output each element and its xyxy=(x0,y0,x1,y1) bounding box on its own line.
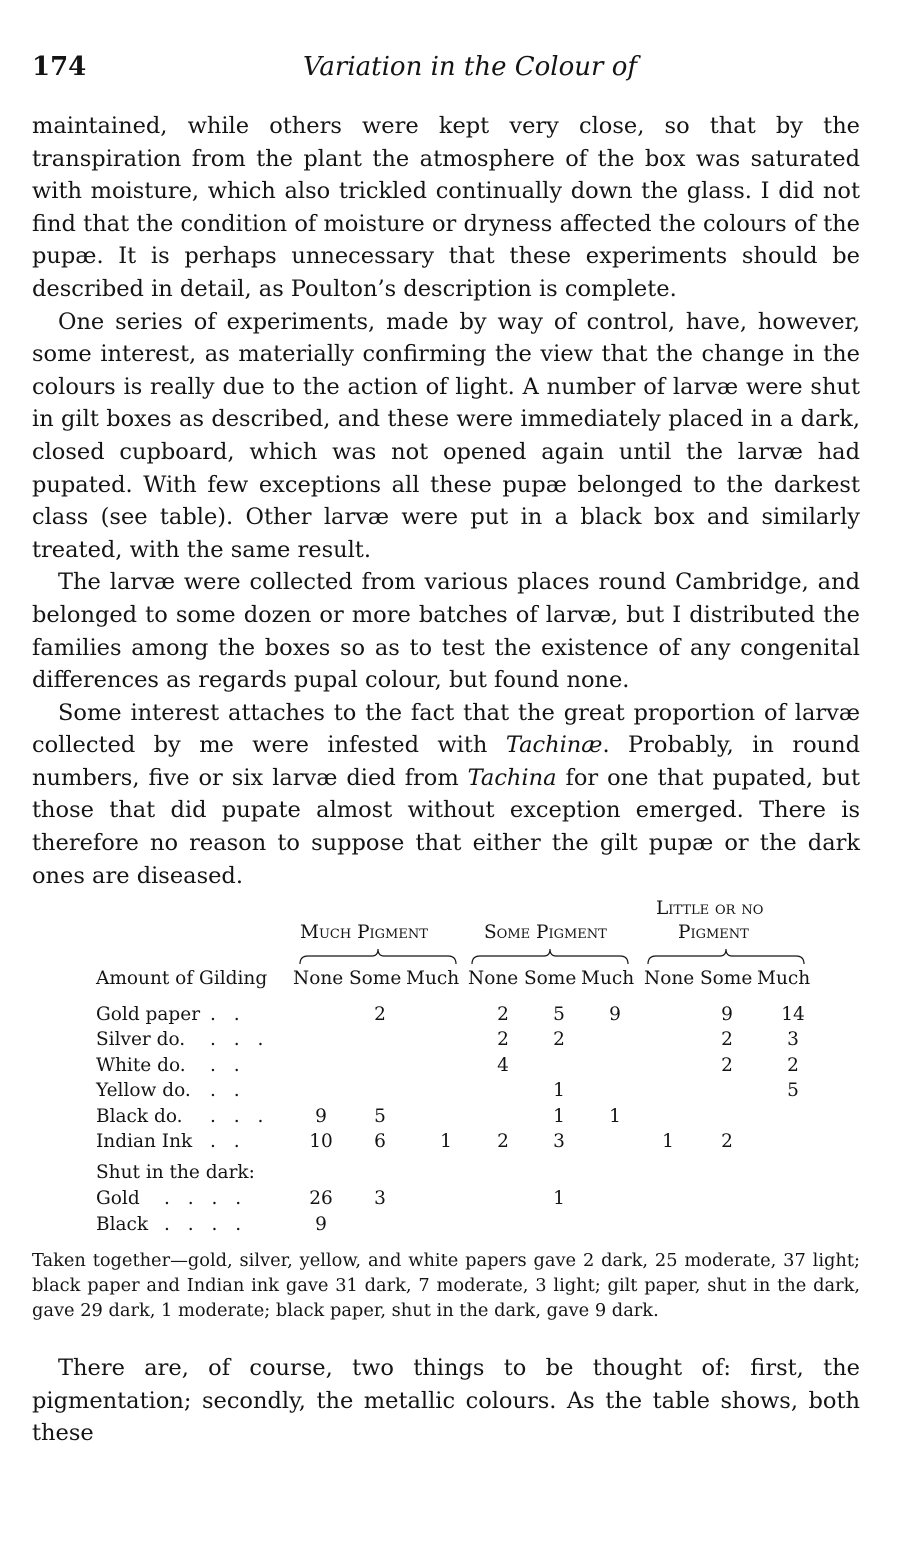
table-cell: 26 xyxy=(309,1188,333,1209)
table-cell: 2 xyxy=(721,1131,733,1152)
table-cell: 4 xyxy=(497,1055,509,1076)
table-cell: 9 xyxy=(721,1004,733,1025)
dark-section-label: Shut in the dark: xyxy=(96,1162,255,1183)
row-label: Silver do. xyxy=(96,1029,186,1050)
table-cell: 6 xyxy=(374,1131,386,1152)
subheader-none: None xyxy=(644,968,695,989)
leader-dots: . . xyxy=(210,1131,246,1152)
page-number: 174 xyxy=(32,52,87,82)
header-some-pigment: Some Pigment xyxy=(484,922,607,943)
row-header-label: Amount of Gilding xyxy=(96,968,268,989)
table-cell: 1 xyxy=(553,1188,565,1209)
table-cell: 9 xyxy=(315,1106,327,1127)
tachinae-term: Tachinæ xyxy=(505,732,603,759)
paragraph-4-text-a: Some interest attaches to the fact that the great proportion of larvæ collected by me were infested with xyxy=(32,699,860,759)
row-label: Black xyxy=(96,1214,149,1235)
table-cell: 5 xyxy=(374,1106,386,1127)
gilding-pigment-table xyxy=(0,896,900,1236)
table-cell: 5 xyxy=(553,1004,565,1025)
table-cell: 14 xyxy=(781,1004,805,1025)
leader-dots: . . xyxy=(210,1080,246,1101)
row-label: Black do. xyxy=(96,1106,183,1127)
leader-dots: . . . . xyxy=(164,1214,248,1235)
row-label: Gold paper xyxy=(96,1004,201,1025)
table-cell: 1 xyxy=(440,1131,452,1152)
table-cell: 1 xyxy=(662,1131,674,1152)
table-cell: 2 xyxy=(553,1029,565,1050)
caption-text: Taken together—gold, silver, yellow, and white papers gave 2 dark, 25 moderate, 37 light; black paper and Indian ink gave 31 dark, 7 moderate, 3 light; gilt paper, shut in the dark, gave 29 dark, 1 moderate; black paper, shut in the dark, gave 9 dark. xyxy=(32,1250,860,1321)
table-cell: 1 xyxy=(609,1106,621,1127)
table-cell: 3 xyxy=(787,1029,799,1050)
subheader-some: Some xyxy=(524,968,577,989)
tachina-term: Tachina xyxy=(467,764,557,791)
subheader-some: Some xyxy=(349,968,402,989)
closing-text xyxy=(32,1352,860,1450)
table-cell: 10 xyxy=(309,1131,333,1152)
table-cell: 2 xyxy=(497,1029,509,1050)
brace-much xyxy=(298,946,458,966)
subheader-none: None xyxy=(468,968,519,989)
header-little-pigment-line1: Little or no xyxy=(656,898,764,919)
table-cell: 5 xyxy=(787,1080,799,1101)
table-cell: 1 xyxy=(553,1080,565,1101)
table-cell: 3 xyxy=(374,1188,386,1209)
table-cell: 2 xyxy=(374,1004,386,1025)
brace-some xyxy=(470,946,630,966)
table-cell: 2 xyxy=(787,1055,799,1076)
leader-dots: . . . . xyxy=(164,1188,248,1209)
header-much-pigment: Much Pigment xyxy=(300,922,428,943)
leader-dots: . . xyxy=(210,1004,246,1025)
leader-dots: . . . xyxy=(210,1029,270,1050)
row-label: Yellow do. xyxy=(96,1080,191,1101)
leader-dots: . . . xyxy=(210,1106,270,1127)
table-cell: 2 xyxy=(497,1131,509,1152)
brace-little xyxy=(646,946,806,966)
subheader-much: Much xyxy=(406,968,460,989)
leader-dots: . . xyxy=(210,1055,246,1076)
table-cell: 3 xyxy=(553,1131,565,1152)
subheader-much: Much xyxy=(757,968,811,989)
paragraph-4-text-c: for one that pupated, but those that did pupate almost without exception emerged. There is therefore no reason to suppose that either the gilt pupæ or the dark ones are diseased. xyxy=(32,764,860,889)
table-cell: 9 xyxy=(315,1214,327,1235)
running-title: Variation in the Colour of xyxy=(303,52,637,82)
paragraph-1: maintained, while others were kept very close, so that by the transpiration from the plant the atmosphere of the box was saturated with moisture, which also trickled continually down the glass. I did not find that the condition of moisture or dryness affected the colours of the pupæ. It is perhaps unnecessary that these experiments should be described in detail, as Poulton’s description is complete. xyxy=(32,113,860,302)
table-caption xyxy=(32,1248,860,1323)
table-cell: 2 xyxy=(721,1029,733,1050)
paragraph-5: There are, of course, two things to be thought of: first, the pigmentation; secondly, the metallic colours. As the table shows, both these xyxy=(32,1355,860,1447)
paragraph-4-text-b: . Probably, in round numbers, five or six larvæ died from xyxy=(32,732,861,791)
paragraph-3: The larvæ were collected from various places round Cambridge, and belonged to some dozen or more batches of larvæ, but I distributed the families among the boxes so as to test the existence of any congenital differences as regards pupal colour, but found none. xyxy=(32,569,860,694)
subheader-much: Much xyxy=(581,968,635,989)
table-cell: 9 xyxy=(609,1004,621,1025)
paragraph-2: One series of experiments, made by way of control, have, however, some interest, as materially confirming the view that the change in the colours is really due to the action of light. A number of larvæ were shut in gilt boxes as described, and these were immediately placed in a dark, closed cupboard, which was not opened again until the larvæ had pupated. With few exceptions all these pupæ belonged to the darkest class (see table). Other larvæ were put in a black box and similarly treated, with the same result. xyxy=(32,308,860,563)
row-label: Gold xyxy=(96,1188,140,1209)
header-little-pigment-line2: Pigment xyxy=(678,922,749,943)
row-label: Indian Ink xyxy=(96,1131,193,1152)
table-cell: 2 xyxy=(497,1004,509,1025)
table-cell: 1 xyxy=(553,1106,565,1127)
subheader-none: None xyxy=(293,968,344,989)
table-cell: 2 xyxy=(721,1055,733,1076)
paragraph-4 xyxy=(32,697,860,893)
body-text xyxy=(32,110,860,892)
subheader-some: Some xyxy=(700,968,753,989)
row-label: White do. xyxy=(96,1055,186,1076)
